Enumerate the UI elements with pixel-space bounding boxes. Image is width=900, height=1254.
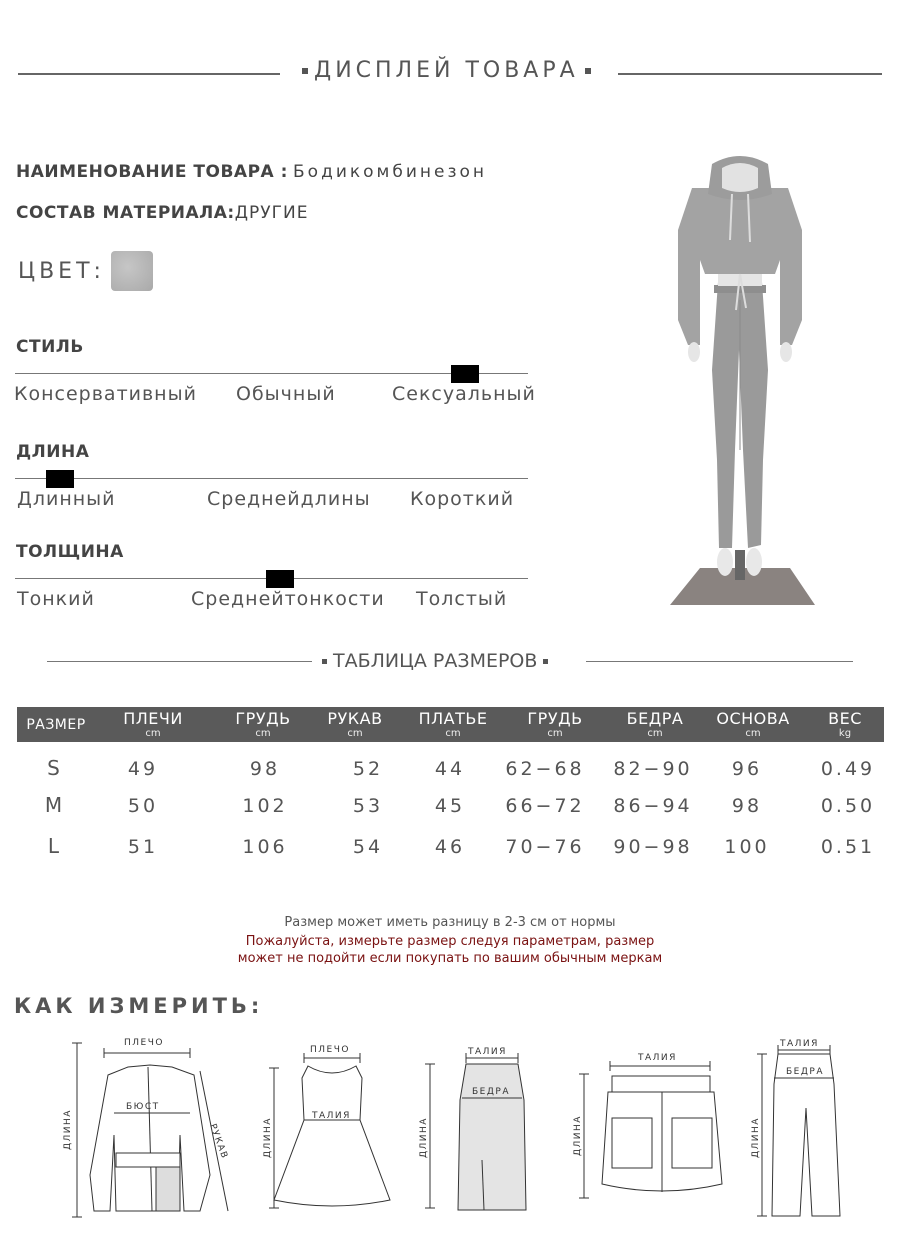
style-option-normal: Обычный xyxy=(236,383,336,405)
material-row xyxy=(16,203,308,223)
table-cell: 102 xyxy=(242,795,288,817)
thickness-option-thin: Тонкий xyxy=(17,588,95,610)
table-cell: 49 xyxy=(127,758,159,780)
col-header-shoulders: ПЛЕЧИ cm xyxy=(123,709,183,739)
shoulder-label: ПЛЕЧО xyxy=(124,1038,164,1048)
bullet-icon xyxy=(322,659,327,664)
table-cell: 45 xyxy=(434,795,466,817)
product-photo xyxy=(640,150,840,610)
table-cell: 46 xyxy=(434,836,466,858)
col-header-base: ОСНОВА cm xyxy=(716,709,790,739)
col-header-weight: ВЕС kg xyxy=(828,709,862,739)
col-header-size: РАЗМЕР xyxy=(26,717,86,733)
waist-label: ТАЛИЯ xyxy=(638,1053,677,1063)
table-cell: 96 xyxy=(731,758,763,780)
size-table-header xyxy=(17,707,884,742)
thickness-scale-label: ТОЛЩИНА xyxy=(16,542,124,562)
table-cell: 44 xyxy=(434,758,466,780)
color-swatch xyxy=(111,251,153,291)
size-note: Размер может иметь разницу в 2-3 см от нормы xyxy=(284,915,616,930)
mannequin-image xyxy=(640,150,840,610)
table-cell: L xyxy=(47,834,63,858)
waist-label: ТАЛИЯ xyxy=(780,1039,819,1049)
table-cell: 90−98 xyxy=(613,836,693,858)
table-cell: 66−72 xyxy=(505,795,585,817)
size-table-title: ТАБЛИЦА РАЗМЕРОВ xyxy=(318,650,552,672)
header-rule-right xyxy=(618,73,882,75)
product-name-value: Бодикомбинезон xyxy=(293,162,488,182)
table-cell: 62−68 xyxy=(505,758,585,780)
material-value: ДРУГИЕ xyxy=(234,203,309,223)
table-cell: 0.50 xyxy=(820,795,876,817)
length-option-long: Длинный xyxy=(17,488,116,510)
skirt-diagram xyxy=(418,1040,538,1220)
header-rule-left xyxy=(18,73,280,75)
bullet-icon xyxy=(302,68,308,74)
size-rule-right xyxy=(586,661,853,662)
shorts-diagram xyxy=(572,1048,742,1208)
measure-warning-line2: может не подойти если покупать по вашим обычным меркам xyxy=(237,951,663,966)
style-scale-label: СТИЛЬ xyxy=(16,337,84,357)
waist-label: ТАЛИЯ xyxy=(312,1111,351,1121)
thickness-scale-marker xyxy=(266,570,294,588)
table-cell: 51 xyxy=(127,836,159,858)
length-scale-marker xyxy=(46,470,74,488)
table-cell: S xyxy=(47,756,63,780)
table-cell: 82−90 xyxy=(613,758,693,780)
hips-label: БЕДРА xyxy=(472,1087,510,1097)
table-cell: 86−94 xyxy=(613,795,693,817)
length-scale-label: ДЛИНА xyxy=(16,442,90,462)
col-header-hips: БЕДРА cm xyxy=(626,709,684,739)
thickness-option-medium: Среднейтонкости xyxy=(191,588,385,610)
table-cell: 53 xyxy=(352,795,384,817)
table-cell: 98 xyxy=(249,758,281,780)
waist-label: ТАЛИЯ xyxy=(468,1047,507,1057)
jacket-diagram xyxy=(60,1035,240,1225)
thickness-option-thick: Толстый xyxy=(416,588,508,610)
table-cell: 106 xyxy=(242,836,288,858)
col-header-chest: ГРУДЬ cm xyxy=(235,709,291,739)
product-name-row xyxy=(16,162,487,182)
table-cell: 0.49 xyxy=(820,758,876,780)
length-label: ДЛИНА xyxy=(63,1109,73,1150)
dress-diagram xyxy=(262,1040,402,1220)
bullet-icon xyxy=(543,659,548,664)
how-to-measure-title: КАК ИЗМЕРИТЬ: xyxy=(14,994,264,1018)
col-header-chest2: ГРУДЬ cm xyxy=(527,709,583,739)
table-cell: 50 xyxy=(127,795,159,817)
table-cell: M xyxy=(44,793,66,817)
table-cell: 54 xyxy=(352,836,384,858)
col-header-dress: ПЛАТЬЕ cm xyxy=(418,709,488,739)
table-cell: 0.51 xyxy=(820,836,876,858)
length-label: ДЛИНА xyxy=(573,1115,583,1156)
sleeve-label: РУКАВ xyxy=(207,1122,230,1161)
table-cell: 98 xyxy=(731,795,763,817)
style-option-sexy: Сексуальный xyxy=(392,383,536,405)
measure-warning-line1: Пожалуйста, измерьте размер следуя параметрам, размер xyxy=(245,934,655,949)
length-label: ДЛИНА xyxy=(419,1117,429,1158)
table-cell: 100 xyxy=(724,836,770,858)
length-label: ДЛИНА xyxy=(751,1117,761,1158)
color-label: ЦВЕТ: xyxy=(18,259,105,284)
page-title: ДИСПЛЕЙ ТОВАРА xyxy=(296,58,597,83)
col-header-sleeve: РУКАВ cm xyxy=(327,709,383,739)
hips-label: БЕДРА xyxy=(786,1067,824,1077)
bust-label: БЮСТ xyxy=(126,1102,160,1112)
material-label: СОСТАВ МАТЕРИАЛА: xyxy=(16,203,235,223)
table-cell: 70−76 xyxy=(505,836,585,858)
style-option-conservative: Консервативный xyxy=(14,383,197,405)
length-option-short: Короткий xyxy=(410,488,515,510)
bullet-icon xyxy=(585,68,591,74)
style-scale-marker xyxy=(451,365,479,383)
length-option-medium: Среднейдлины xyxy=(207,488,371,510)
pants-diagram xyxy=(750,1036,860,1226)
size-rule-left xyxy=(47,661,312,662)
table-cell: 52 xyxy=(352,758,384,780)
product-name-label: НАИМЕНОВАНИЕ ТОВАРА : xyxy=(16,162,288,182)
shoulder-label: ПЛЕЧО xyxy=(310,1045,350,1055)
length-label: ДЛИНА xyxy=(263,1117,273,1158)
length-scale-line xyxy=(15,478,528,479)
